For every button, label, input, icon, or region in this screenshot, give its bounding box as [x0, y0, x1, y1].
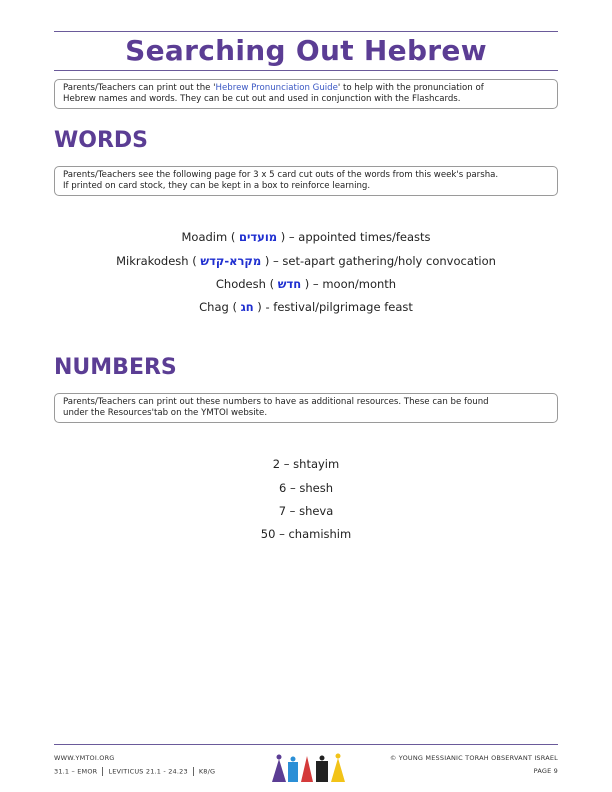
footer-separator	[102, 767, 103, 776]
title-underline	[54, 70, 558, 71]
word-term: Chag	[199, 300, 229, 314]
footer-lesson-info	[54, 767, 215, 776]
word-item: Chodesh ( חדש ) – moon/month	[215, 277, 397, 291]
footer-website[interactable]: WWW.YMTOI.ORG	[54, 754, 115, 762]
word-meaning: moon/month	[322, 277, 397, 291]
intro-note-line2: Hebrew names and words. They can be cut out and used in conjunction with the Flashcards.	[63, 94, 461, 104]
word-meaning: festival/pilgrimage feast	[273, 300, 413, 314]
footer-separator	[193, 767, 194, 776]
word-hebrew: מקרא-קדש	[200, 254, 262, 268]
ymtoi-logo-icon	[270, 753, 348, 783]
footer-copyright: © YOUNG MESSIANIC TORAH OBSERVANT ISRAEL	[389, 754, 558, 762]
footer-rule	[54, 744, 558, 745]
word-hebrew: חדש	[277, 277, 302, 291]
numbers-note-line2: under the Resources'tab on the YMTOI website.	[63, 408, 268, 418]
word-meaning: set-apart gathering/holy convocation	[282, 254, 496, 268]
word-hebrew: מועדים	[239, 230, 278, 244]
word-item: Moadim ( מועדים ) – appointed times/feasts	[181, 230, 431, 244]
intro-note-after: ' to help with the pronunciation of	[337, 83, 484, 93]
page-title: Searching Out Hebrew	[125, 34, 487, 67]
pronunciation-guide-link[interactable]: Hebrew Pronunciation Guide	[215, 83, 338, 93]
intro-note-box	[54, 79, 558, 109]
numbers-note-box	[54, 393, 558, 423]
word-item: Chag ( חג ) - festival/pilgrimage feast	[199, 300, 413, 314]
intro-note-line1	[63, 83, 549, 94]
words-note-line2: If printed on card stock, they can be kept in a box to reinforce learning.	[63, 181, 371, 191]
word-item: Mikrakodesh ( מקרא-קדש ) – set-apart gathering/holy convocation	[116, 254, 496, 268]
numbers-heading: NUMBERS	[54, 355, 177, 380]
intro-note-before: Parents/Teachers can print out the '	[63, 83, 216, 93]
number-item: 2 – shtayim	[272, 457, 340, 471]
footer-scripture: LEVITICUS 21.1 - 24.23	[108, 767, 188, 776]
footer-page-number: PAGE 9	[533, 767, 558, 775]
number-item: 50 – chamishim	[260, 527, 352, 541]
number-item: 7 – sheva	[278, 504, 334, 518]
word-hebrew: חג	[240, 300, 254, 314]
numbers-note-line1: Parents/Teachers can print out these numbers to have as additional resources. These can be found	[63, 397, 489, 407]
word-term: Mikrakodesh	[116, 254, 189, 268]
top-rule	[54, 31, 558, 32]
word-meaning: appointed times/feasts	[298, 230, 431, 244]
words-heading: WORDS	[54, 128, 149, 153]
footer-grade: K8/G	[198, 767, 216, 776]
word-term: Chodesh	[215, 277, 266, 291]
number-item: 6 – shesh	[278, 481, 333, 495]
words-note-line1: Parents/Teachers see the following page for 3 x 5 card cut outs of the words from this week's parsha.	[63, 170, 499, 180]
words-note-box	[54, 166, 558, 196]
word-term: Moadim	[181, 230, 228, 244]
footer-lesson: 31.1 – EMOR	[54, 767, 98, 776]
